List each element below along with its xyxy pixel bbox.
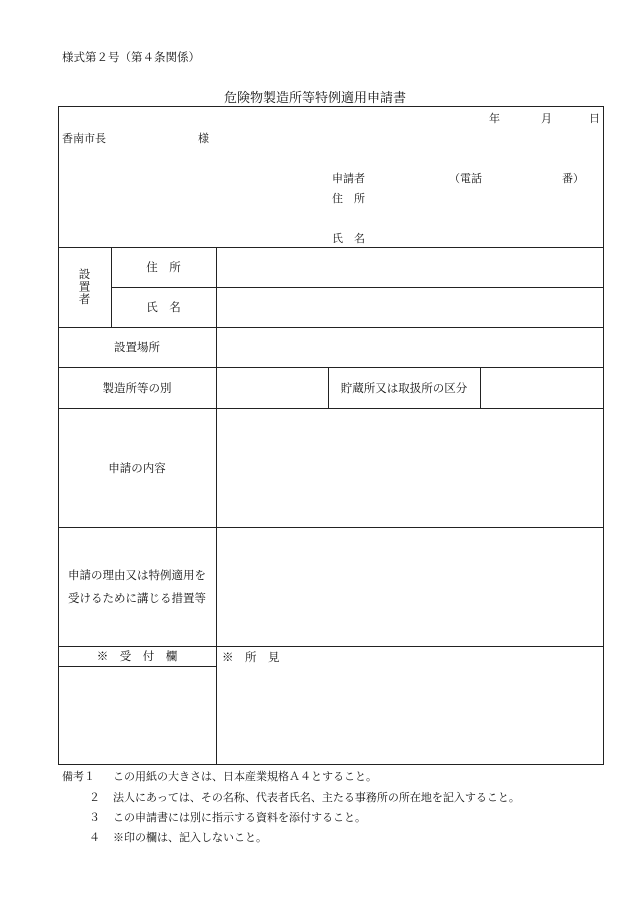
installer-group-cell <box>58 247 111 327</box>
content-label: 申請の内容 <box>108 460 166 475</box>
opinion-area <box>217 667 603 764</box>
installer-address-cell <box>111 247 216 287</box>
storage-class-label: 貯蔵所又は取扱所の区分 <box>340 380 468 395</box>
location-field[interactable] <box>217 328 603 366</box>
note-1-text: この用紙の大きさは、日本産業規格Ａ４とすること。 <box>113 770 377 783</box>
reception-header-cell <box>58 646 216 666</box>
content-field[interactable] <box>217 409 603 526</box>
form-number: 様式第２号（第４条関係） <box>62 50 200 64</box>
reason-field[interactable] <box>217 528 603 645</box>
note-1-number: 備考１ <box>62 770 95 783</box>
note-2-text: 法人にあっては、その名称、代表者氏名、主たる事務所の所在地を記入すること。 <box>113 791 520 804</box>
reason-label-line1: 申請の理由又は特例適用を <box>68 567 206 582</box>
reason-label-line2: 受けるために講じる措置等 <box>68 590 206 605</box>
applicant-label: 申請者 <box>332 172 365 185</box>
installer-name-field[interactable] <box>217 288 603 326</box>
location-label: 設置場所 <box>114 340 160 354</box>
storage-class-cell <box>328 367 480 408</box>
reception-area <box>59 667 215 764</box>
installer-address-label: 住 所 <box>146 260 181 274</box>
applicant-phone-close: 番） <box>562 172 584 185</box>
opinion-label: ※ 所 見 <box>222 650 280 664</box>
installer-name-cell <box>111 287 216 327</box>
note-3-number: ３ <box>89 811 100 824</box>
facility-type-cell <box>58 367 216 408</box>
storage-class-field[interactable] <box>481 368 603 407</box>
note-2-number: ２ <box>89 791 100 804</box>
date-year: 年 <box>489 112 500 125</box>
installer-group-label: 設置者 <box>77 268 92 306</box>
installer-address-field[interactable] <box>217 248 603 286</box>
date-day: 日 <box>589 112 600 125</box>
content-cell <box>58 408 216 527</box>
addressee-honorific: 様 <box>198 132 209 145</box>
note-4-text: ※印の欄は、記入しないこと。 <box>113 831 267 844</box>
reason-cell <box>58 527 216 646</box>
form-title: 危険物製造所等特例適用申請書 <box>223 91 406 106</box>
applicant-phone-open: （電話 <box>449 172 482 185</box>
note-3-text: この申請書には別に指示する資料を添付すること。 <box>113 811 366 824</box>
facility-type-label: 製造所等の別 <box>102 380 172 395</box>
applicant-name-label: 氏 名 <box>332 232 365 245</box>
facility-type-field[interactable] <box>217 368 327 407</box>
applicant-address-label: 住 所 <box>332 192 365 205</box>
location-cell <box>58 327 216 367</box>
addressee-mayor: 香南市長 <box>62 132 106 145</box>
reception-label: ※ 受 付 欄 <box>96 649 178 663</box>
note-4-number: ４ <box>89 831 100 844</box>
date-month: 月 <box>541 112 552 125</box>
installer-name-label: 氏 名 <box>146 300 181 314</box>
